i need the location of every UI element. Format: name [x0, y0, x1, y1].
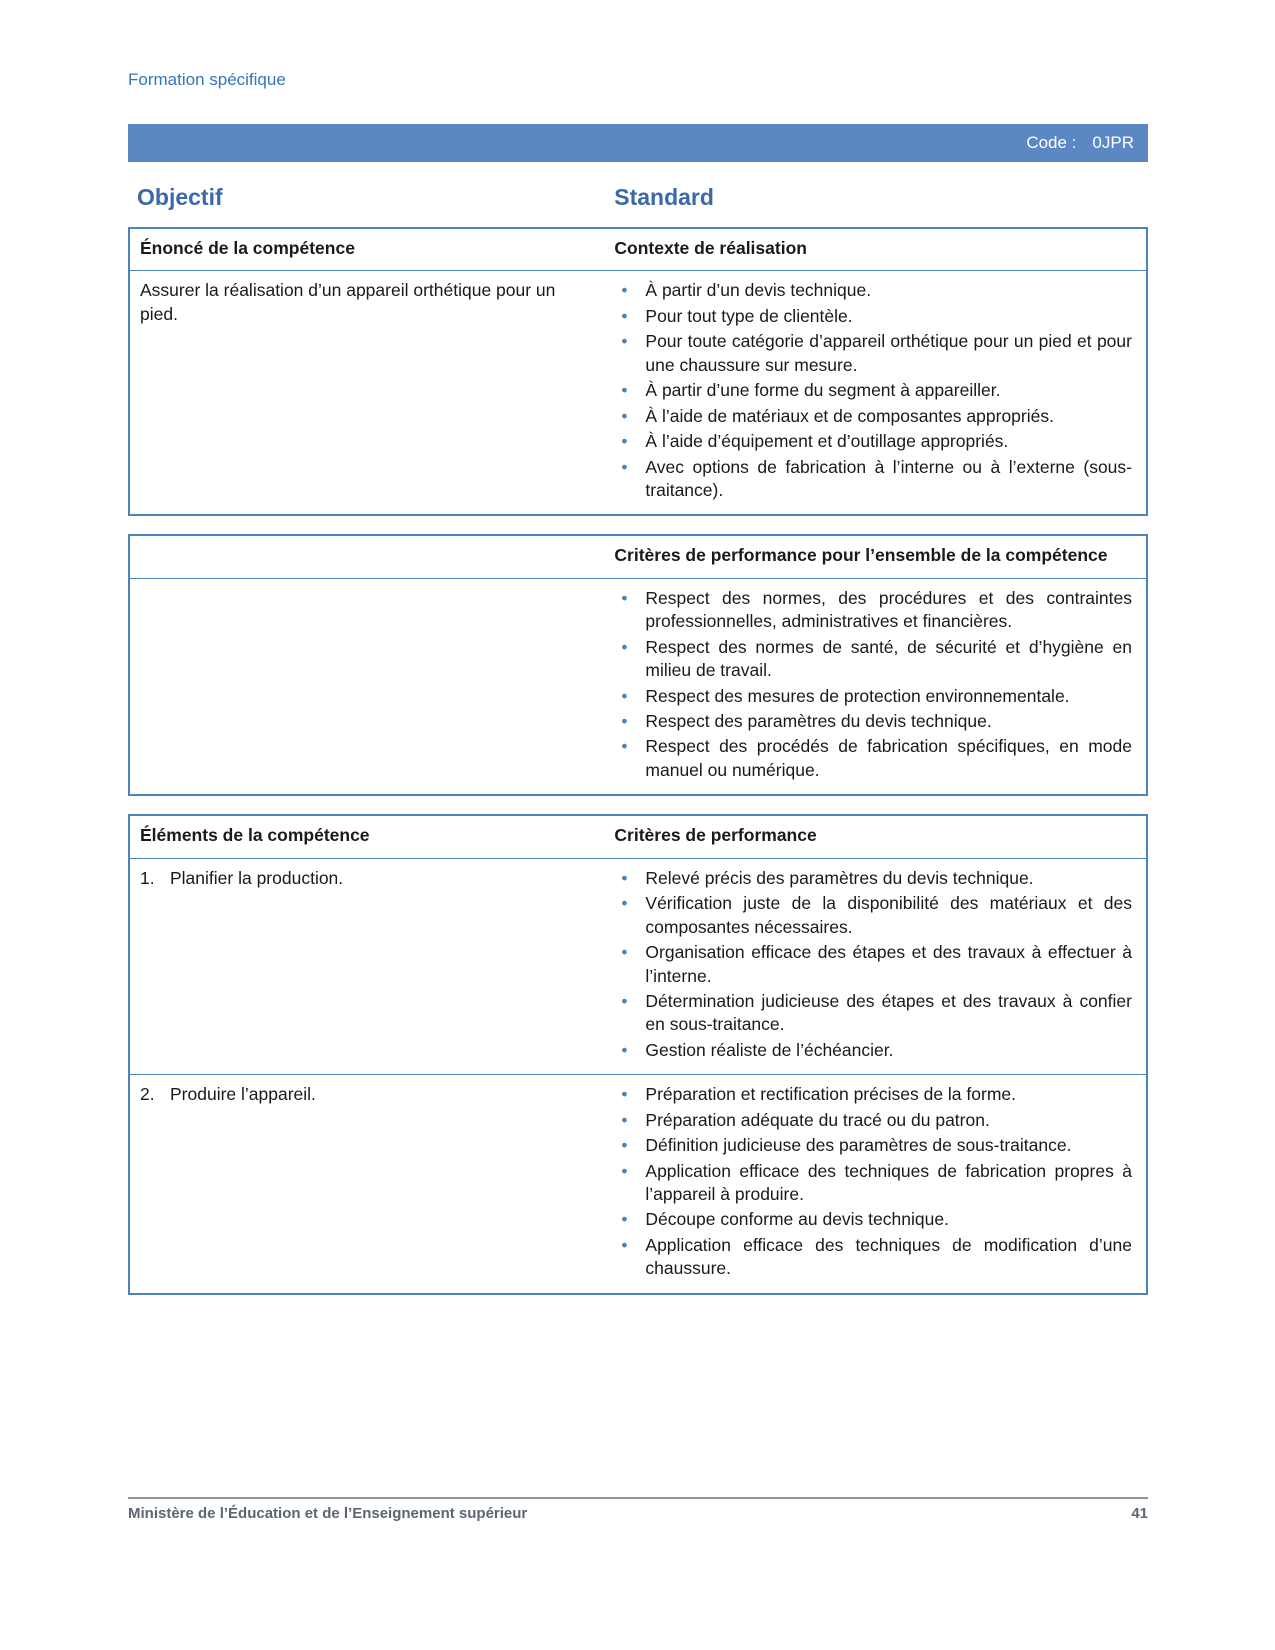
- table1-body-row: [130, 271, 1146, 514]
- code-bar: [128, 124, 1148, 162]
- table3-header-left: Éléments de la compétence: [140, 825, 370, 846]
- bullet-item: • À l’aide d’équipement et d’outillage appropriés.: [614, 430, 1132, 453]
- code-value: 0JPR: [1092, 133, 1134, 152]
- page-content: [128, 0, 1148, 1295]
- table2-header-right: Critères de performance pour l’ensemble de la compétence: [614, 545, 1108, 566]
- table3-header-row: [130, 816, 1146, 858]
- element-2-number: 2.: [140, 1084, 155, 1105]
- element-2-label: [130, 1075, 600, 1293]
- bullet-item: • À partir d’une forme du segment à appareiller.: [614, 379, 1132, 402]
- bullet-item: • Préparation adéquate du tracé ou du patron.: [614, 1109, 1132, 1132]
- element-2-criteria-cell: [600, 1075, 1146, 1293]
- criteres-ensemble-cell: [600, 579, 1146, 795]
- heading-standard: Standard: [614, 184, 714, 210]
- table1-header-row: [130, 229, 1146, 271]
- objectif-column: [128, 184, 600, 211]
- bullet-item: • Pour tout type de clientèle.: [614, 305, 1132, 328]
- table2-body-row: [130, 579, 1146, 795]
- table-elements-criteres: [128, 814, 1148, 1294]
- bullet-item: • À partir d’un devis technique.: [614, 279, 1132, 302]
- context-cell: [600, 271, 1146, 514]
- context-list: [614, 279, 1132, 502]
- bullet-item: • Relevé précis des paramètres du devis technique.: [614, 867, 1132, 890]
- bullet-item: • Respect des mesures de protection environnementale.: [614, 685, 1132, 708]
- footer-ministry: Ministère de l’Éducation et de l’Enseignement supérieur: [128, 1505, 528, 1522]
- bullet-item: • Organisation efficace des étapes et des travaux à effectuer à l’interne.: [614, 941, 1132, 988]
- table3-header-right: Critères de performance: [614, 825, 817, 846]
- bullet-item: • Pour toute catégorie d’appareil orthétique pour un pied et pour une chaussure sur mesure.: [614, 330, 1132, 377]
- element-1-text: Planifier la production.: [170, 867, 344, 888]
- bullet-item: • Avec options de fabrication à l’interne ou à l’externe (sous-traitance).: [614, 456, 1132, 503]
- bullet-item: • Respect des normes de santé, de sécurité et d’hygiène en milieu de travail.: [614, 636, 1132, 683]
- bullet-item: • Respect des normes, des procédures et des contraintes professionnelles, administratives et financières.: [614, 587, 1132, 634]
- bullet-item: • Détermination judicieuse des étapes et des travaux à confier en sous-traitance.: [614, 990, 1132, 1037]
- element-1-label: [130, 859, 600, 1075]
- bullet-item: • Vérification juste de la disponibilité des matériaux et des composantes nécessaires.: [614, 892, 1132, 939]
- table3-row-2: [130, 1075, 1146, 1293]
- table1-header-right: Contexte de réalisation: [614, 238, 807, 258]
- bullet-item: • Préparation et rectification précises de la forme.: [614, 1083, 1132, 1106]
- bullet-item: • Découpe conforme au devis technique.: [614, 1208, 1132, 1231]
- page-footer: [128, 1497, 1148, 1522]
- table2-body-left-empty: [130, 579, 600, 795]
- element-1-criteria-list: [614, 867, 1132, 1063]
- bullet-item: • Application efficace des techniques de fabrication propres à l’appareil à produire.: [614, 1160, 1132, 1207]
- bullet-item: • Application efficace des techniques de modification d’une chaussure.: [614, 1234, 1132, 1281]
- table3-row-1: [130, 859, 1146, 1076]
- standard-column: [600, 184, 1148, 211]
- page-number: 41: [1131, 1505, 1148, 1522]
- criteres-ensemble-list: [614, 587, 1132, 783]
- column-headings: [128, 184, 1148, 211]
- bullet-item: • Respect des paramètres du devis technique.: [614, 710, 1132, 733]
- table2-header-row: [130, 536, 1146, 578]
- element-2-text: Produire l’appareil.: [170, 1084, 316, 1105]
- table1-header-left: Énoncé de la compétence: [140, 238, 355, 258]
- element-2-criteria-list: [614, 1083, 1132, 1281]
- bullet-item: • Gestion réaliste de l’échéancier.: [614, 1039, 1132, 1062]
- table2-header-left-empty: [130, 536, 600, 577]
- element-1-criteria-cell: [600, 859, 1146, 1075]
- element-1-number: 1.: [140, 867, 155, 888]
- bullet-item: • À l’aide de matériaux et de composantes appropriés.: [614, 405, 1132, 428]
- heading-objectif: Objectif: [137, 184, 223, 210]
- table-criteres-ensemble: [128, 534, 1148, 796]
- code-label: Code :: [1026, 133, 1077, 152]
- competency-statement: Assurer la réalisation d’un appareil orthétique pour un pied.: [140, 280, 556, 324]
- bullet-item: • Définition judicieuse des paramètres de sous-traitance.: [614, 1134, 1132, 1157]
- section-label: Formation spécifique: [128, 70, 286, 89]
- bullet-item: • Respect des procédés de fabrication spécifiques, en mode manuel ou numérique.: [614, 735, 1132, 782]
- table-enonce-contexte: [128, 227, 1148, 516]
